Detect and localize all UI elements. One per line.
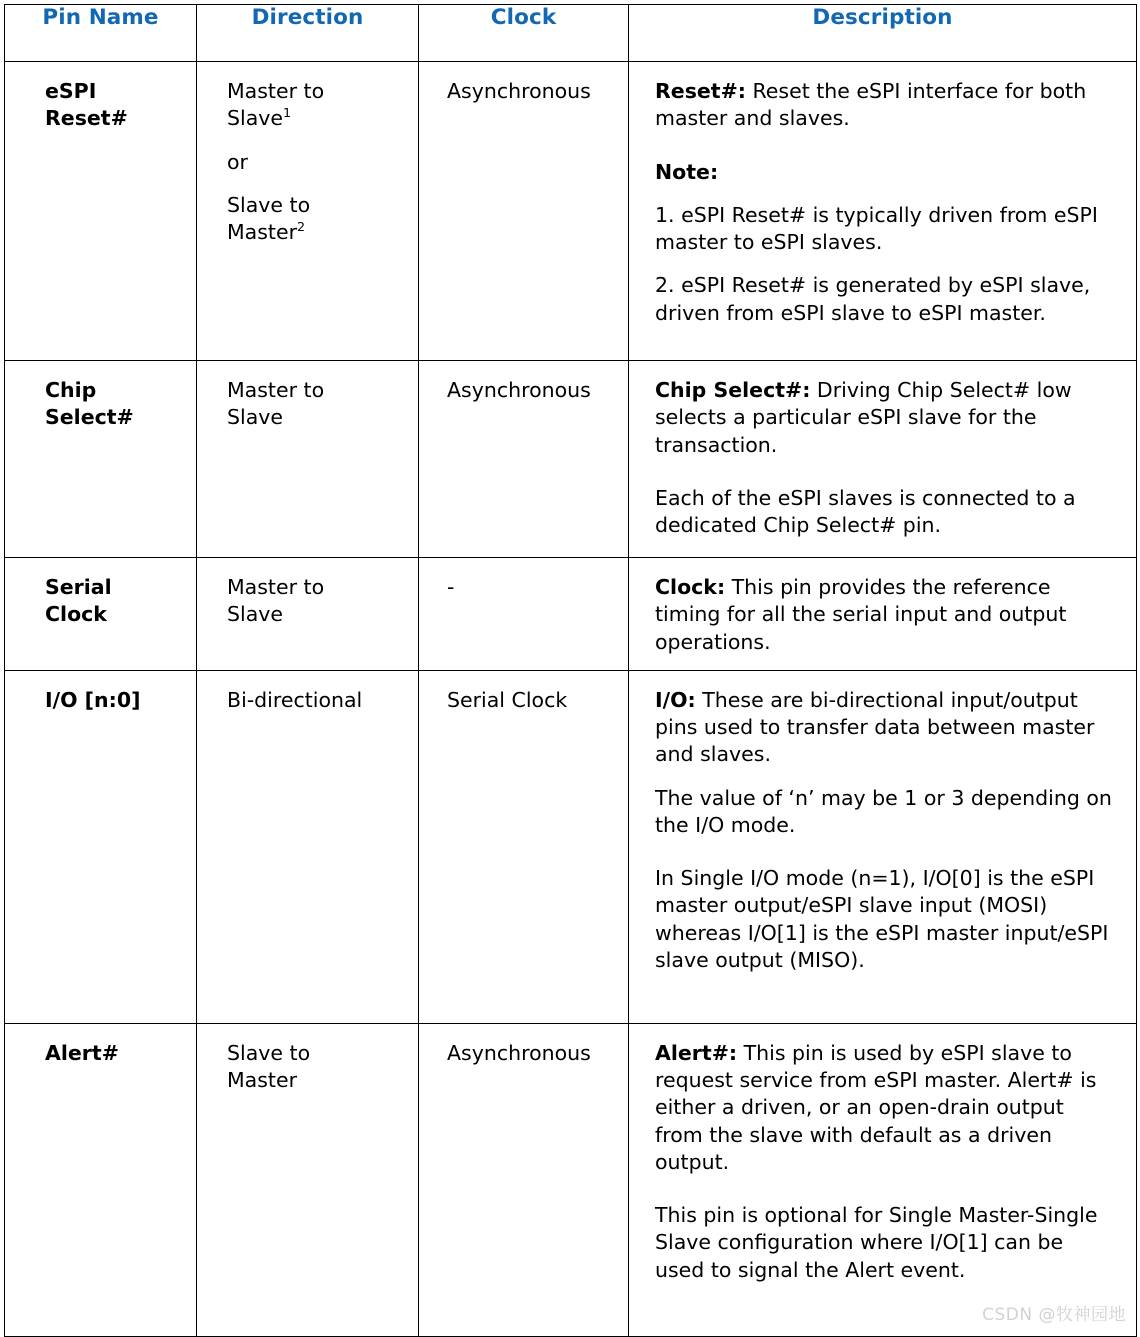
cell-clock: [419, 361, 629, 558]
cell-pin-name: [5, 558, 197, 671]
direction-line: Master to: [227, 378, 325, 402]
cell-direction: [197, 1023, 419, 1336]
description-label: Chip Select#:: [655, 378, 811, 402]
table-body: [5, 62, 1137, 1337]
table-header: [5, 5, 1137, 62]
direction-line: Slave: [227, 405, 284, 430]
description-paragraph: Each of the eSPI slaves is connected to a dedicated Chip Select# pin.: [655, 485, 1076, 537]
pin-name-line: Serial: [45, 575, 112, 599]
espi-pin-table: [4, 4, 1137, 1337]
clock-value: -: [447, 575, 455, 599]
pin-name-line: Clock: [45, 602, 107, 627]
direction-text: [227, 78, 404, 133]
description-paragraph: This pin is optional for Single Master-Single Slave configuration where I/O[1] can be used to signal the Alert event.: [655, 1203, 1098, 1282]
description-paragraph: In Single I/O mode (n=1), I/O[0] is the eSPI master output/eSPI slave input (MOSI) whereas I/O[1] is the eSPI master input/eSPI slave output (MISO).: [655, 866, 1109, 972]
clock-value: Asynchronous: [447, 79, 591, 103]
footnote-marker: 1: [283, 105, 292, 121]
pin-name-line: Alert#: [45, 1040, 119, 1065]
note-item: 1. eSPI Reset# is typically driven from eSPI master to eSPI slaves.: [655, 202, 1098, 254]
direction-or: or: [227, 149, 248, 174]
description-text: Driving Chip Select# low selects a particular eSPI slave for the transaction.: [655, 378, 1072, 457]
cell-clock: [419, 558, 629, 671]
column-header-description: Description: [629, 5, 1137, 62]
cell-pin-name: [5, 670, 197, 1023]
direction-line: Master to: [227, 79, 325, 103]
description-paragraph: [655, 687, 1118, 769]
cell-description: [629, 670, 1137, 1023]
cell-clock: [419, 1023, 629, 1336]
footnote-marker: 2: [297, 219, 306, 235]
direction-line: Slave to: [227, 192, 311, 217]
clock-value: Asynchronous: [447, 1040, 591, 1065]
table-row: [5, 1023, 1137, 1336]
csdn-watermark: CSDN @牧神园地: [982, 1305, 1126, 1325]
cell-direction: [197, 62, 419, 361]
cell-direction: [197, 670, 419, 1023]
direction-line: Slave: [227, 602, 284, 627]
direction-line: Slave: [227, 106, 284, 131]
header-row: [5, 5, 1137, 62]
description-paragraph: [655, 1040, 1118, 1176]
note-heading: Note:: [655, 159, 719, 184]
description-text: These are bi-directional input/output pins used to transfer data between master and slaves.: [655, 687, 1095, 767]
direction-line: Master: [227, 1068, 298, 1092]
clock-value: Serial Clock: [447, 687, 568, 712]
cell-direction: [197, 558, 419, 671]
cell-pin-name: [5, 62, 197, 361]
cell-description: [629, 361, 1137, 558]
cell-description: [629, 1023, 1137, 1336]
cell-clock: [419, 62, 629, 361]
column-header-pin-name: Pin Name: [5, 5, 197, 62]
table-row: [5, 670, 1137, 1023]
note-item: 2. eSPI Reset# is generated by eSPI slave, driven from eSPI slave to eSPI master.: [655, 273, 1091, 325]
description-paragraph: [655, 377, 1118, 459]
description-paragraph: [655, 574, 1118, 656]
description-label: Reset#:: [655, 79, 746, 103]
description-paragraph: [655, 78, 1118, 133]
column-header-clock: Clock: [419, 5, 629, 62]
description-paragraph: The value of ‘n’ may be 1 or 3 depending on the I/O mode.: [655, 785, 1112, 837]
table-row: [5, 558, 1137, 671]
direction-line: Master to: [227, 575, 325, 599]
cell-pin-name: [5, 1023, 197, 1336]
description-text: Reset the eSPI interface for both master and slaves.: [655, 79, 1087, 131]
direction-line: Slave to: [227, 1040, 311, 1065]
pin-name-line: Reset#: [45, 106, 128, 131]
cell-clock: [419, 670, 629, 1023]
cell-direction: [197, 361, 419, 558]
pin-name-line: eSPI: [45, 79, 97, 103]
clock-value: Asynchronous: [447, 378, 591, 402]
direction-text-alt: [227, 192, 404, 247]
cell-pin-name: [5, 361, 197, 558]
cell-description: [629, 558, 1137, 671]
description-label: Clock:: [655, 575, 726, 599]
table-row: [5, 361, 1137, 558]
pin-name-line: I/O [n:0]: [45, 687, 141, 712]
description-label: I/O:: [655, 687, 696, 712]
column-header-direction: Direction: [197, 5, 419, 62]
description-text: This pin provides the reference timing for all the serial input and output operations.: [655, 575, 1067, 654]
description-text: This pin is used by eSPI slave to request service from eSPI master. Alert# is either a driven, or an open-drain output from the slave with default as a driven output.: [655, 1040, 1097, 1174]
direction-line: Master: [227, 220, 298, 244]
pin-name-line: Select#: [45, 405, 134, 430]
direction-line: Bi-directional: [227, 687, 363, 712]
pin-name-line: Chip: [45, 378, 97, 402]
cell-description: [629, 62, 1137, 361]
table-row: [5, 62, 1137, 361]
description-label: Alert#:: [655, 1040, 738, 1065]
